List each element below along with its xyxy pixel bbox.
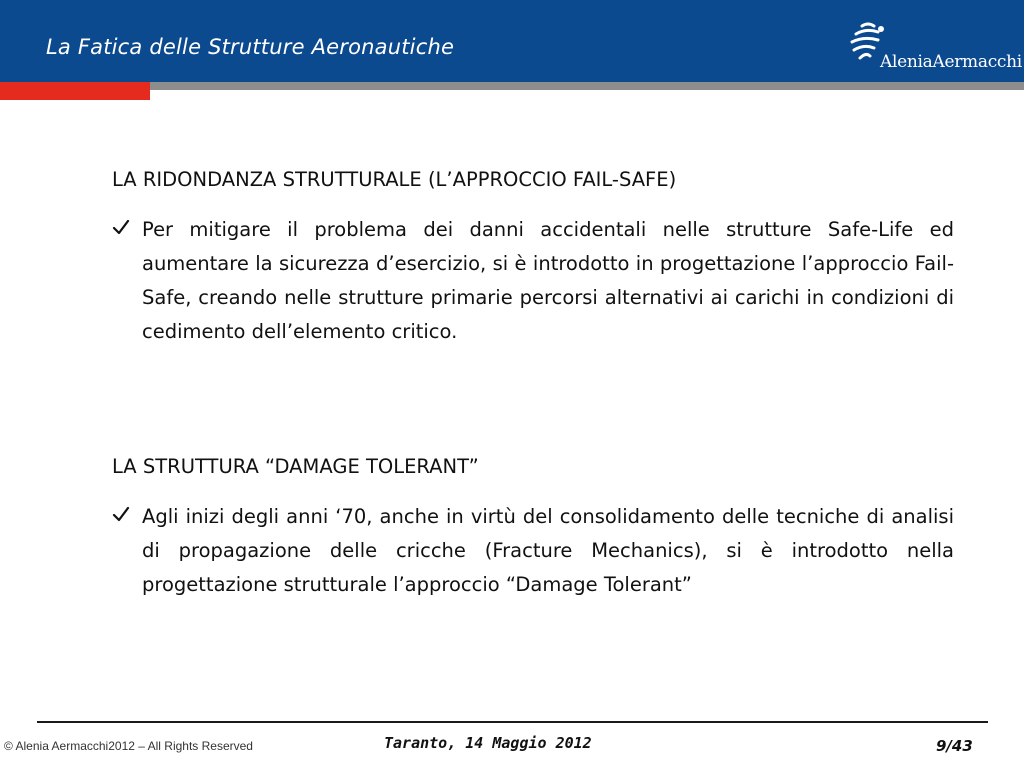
footer-copyright: © Alenia Aermacchi2012 – All Rights Reserved xyxy=(4,739,253,753)
bullet-item xyxy=(112,500,954,602)
footer-date: Taranto, 14 Maggio 2012 xyxy=(384,734,592,752)
logo-wordmark: AleniaAermacchi xyxy=(880,52,1022,72)
slide-header-title: La Fatica delle Strutture Aeronautiche xyxy=(46,35,455,59)
section-damage-tolerant xyxy=(112,452,954,602)
check-icon xyxy=(112,218,130,236)
section-heading: LA STRUTTURA “DAMAGE TOLERANT” xyxy=(112,455,479,478)
header-red-accent xyxy=(0,82,150,100)
check-icon xyxy=(112,505,130,523)
section-fail-safe xyxy=(112,165,954,349)
bullet-item xyxy=(112,213,954,349)
bullet-text: Agli inizi degli anni ‘70, anche in virtù del consolidamento delle tecniche di analisi di propagazione delle cricche (Fracture Mechanics), si è introdotto nella progettazione strutturale l’approccio “Damage Tolerant” xyxy=(142,505,954,596)
bullet-text: Per mitigare il problema dei danni accidentali nelle strutture Safe-Life ed aumentare la sicurezza d’esercizio, si è introdotto in progettazione l’approccio Fail-Safe, creando nelle strutture primarie percorsi alternativi ai carichi in condizioni di cedimento dell’elemento critico. xyxy=(142,218,954,343)
header-gray-stripe xyxy=(150,82,1024,90)
section-heading: LA RIDONDANZA STRUTTURALE (L’APPROCCIO FAIL-SAFE) xyxy=(112,168,677,191)
page-number: 9/43 xyxy=(936,737,973,755)
footer-divider xyxy=(37,721,988,723)
company-logo xyxy=(848,20,1022,76)
